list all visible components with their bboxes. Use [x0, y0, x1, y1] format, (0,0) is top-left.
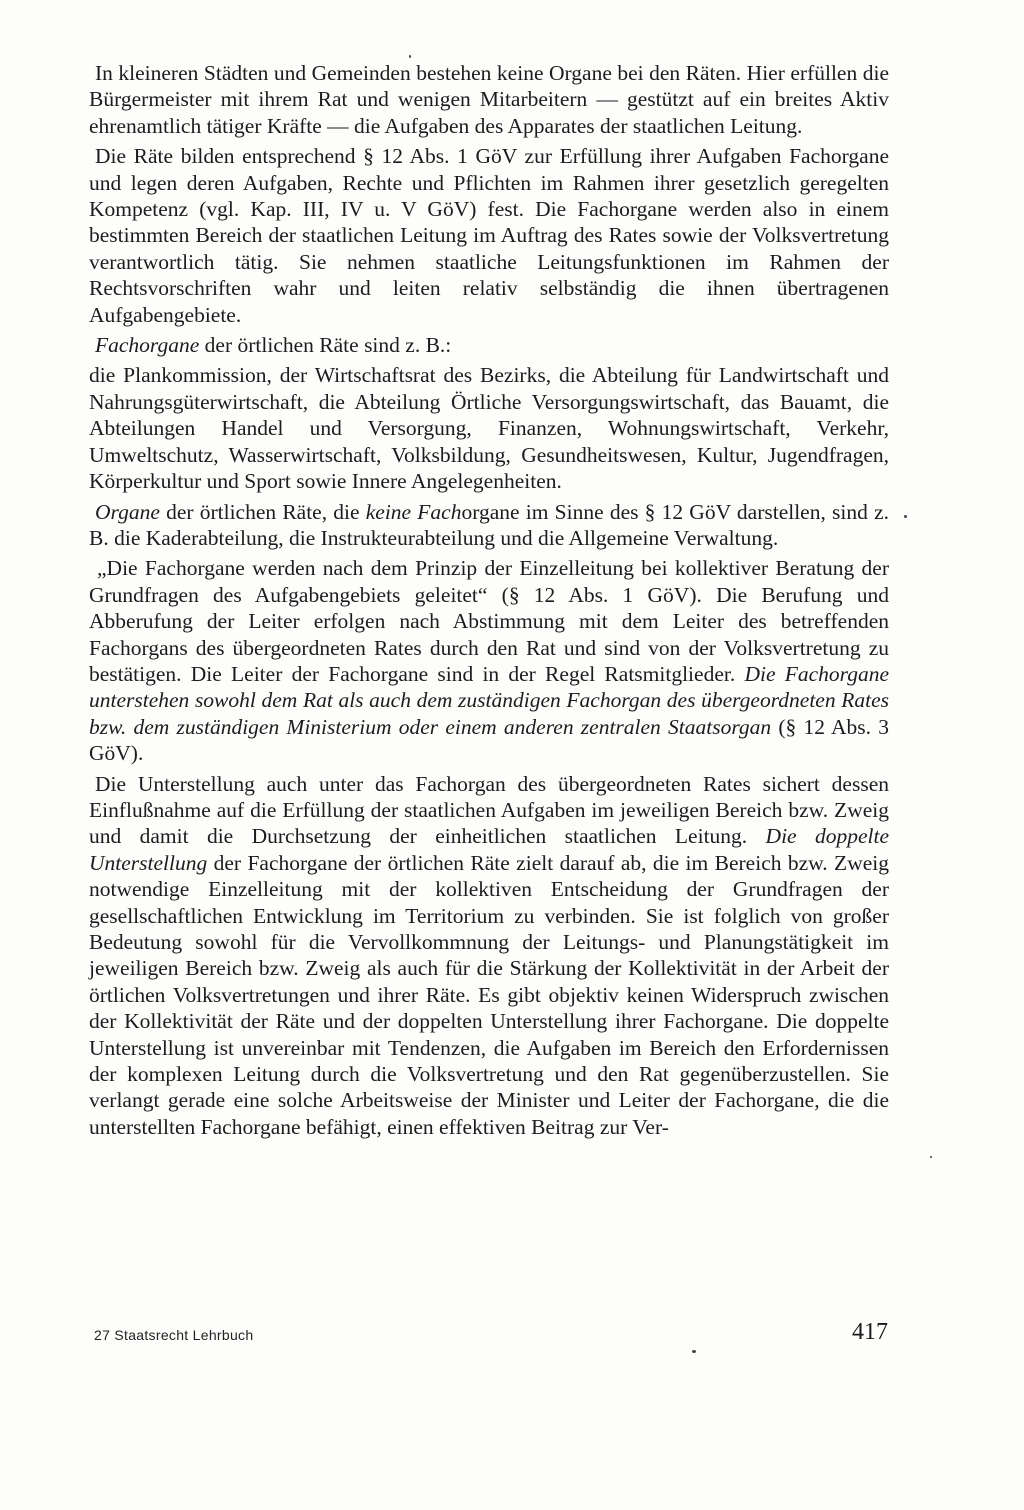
page-number: 417	[852, 1319, 888, 1345]
paragraph-text: die Plankommission, der Wirtschaftsrat des Bezirks, die Abteilung für Landwirtschaft und Nahrungsgüterwirtschaft, die Abteilung Örtliche Versorgungswirtschaft, das Bauamt, die Abteilungen Handel und Versorgung, Finanzen, Wohnungswirtschaft, Verkehr, Umweltschutz, Wasserwirtschaft, Volksbildung, Gesundheitswesen, Kultur, Jugendfragen, Körperkultur und Sport sowie Innere Angelegenheiten.	[89, 363, 889, 494]
paragraph-text: organe im Sinne des § 12 GöV darstellen, sind z. B. die Kaderabteilung, die Instrukteurabteilung und die Allgemeine Verwaltung.	[89, 499, 889, 550]
paragraph-text: der Fachorgane der örtlichen Räte zielt darauf ab, die im Bereich bzw. Zweig notwendige Einzelleitung mit der kollektiven Entscheidung der Grundfragen der gesellschaftlichen Entwicklung im Territorium zu verbinden. Sie ist folglich von großer Bedeutung sowohl für die Vervollkommnung der Leitungs- und Planungstätigkeit im jeweiligen Bereich bzw. Zweig als auch für die Stärkung der Kollektivität in der Arbeit der örtlichen Volksvertretungen und ihrer Räte. Es gibt objektiv keinen Widerspruch zwischen der Kollektivität der Räte und der doppelten Unterstellung ihrer Fachorgane. Die doppelte Unterstellung ist unvereinbar mit Tendenzen, die Aufgaben im Bereich den Erfordernissen der komplexen Leitung durch die Volksvertretung und den Rat gegenüberzustellen. Sie verlangt gerade eine solche Arbeitsweise der Minister und Leiter der Fachorgane, die die unterstellten Fachorgane befähigt, einen effektiven Beitrag zur Ver-	[89, 850, 889, 1139]
paragraph-text: „Die Fachorgane werden nach dem Prinzip der Einzelleitung bei kollektiver Beratung der Grundfragen des Aufgabengebiets geleitet“ (§ 12 Abs. 1 GöV). Die Berufung und Abberufung der Leiter erfolgen nach Abstimmung mit dem Leiter des betreffenden Fachorgans des übergeordneten Rates durch den Rat und sind von der Volksvertretung zu bestätigen. Die Leiter der Fachorgane sind in der Regel Ratsmitglieder.	[89, 556, 889, 686]
paragraph-1	[89, 143, 889, 328]
scan-speck	[930, 1156, 932, 1158]
paragraph-text: Die Unterstellung auch unter das Fachorgan des übergeordneten Rates sichert dessen Einflußnahme auf die Erfüllung der staatlichen Aufgaben im jeweiligen Bereich bzw. Zweig und damit die Durchsetzung der einheitlichen staatlichen Leitung.	[89, 771, 889, 849]
page-footer	[94, 1319, 894, 1353]
body-text	[89, 60, 889, 1144]
paragraph-4	[89, 499, 889, 552]
emphasis-text: Organe	[95, 499, 160, 524]
emphasis-text: Fachorgane	[95, 333, 200, 358]
emphasis-text: keine Fach	[365, 499, 462, 524]
scan-speck	[904, 515, 907, 518]
scan-speck	[692, 1350, 696, 1353]
scan-speck	[409, 55, 411, 58]
emphasis-text: Die doppelte Unterstellung	[89, 824, 889, 875]
printer-signature: 27 Staatsrecht Lehrbuch	[94, 1327, 254, 1343]
paragraph-text: Die Räte bilden entsprechend § 12 Abs. 1 GöV zur Erfüllung ihrer Aufgaben Fachorgane und legen deren Aufgaben, Rechte und Pflichten im Rahmen ihrer gesetzlich geregelten Kompetenz (vgl. Kap. III, IV u. V GöV) fest. Die Fachorgane werden also in einem bestimmten Bereich der staatlichen Leitung im Auftrag des Rates sowie der Volksvertretung verantwortlich tätig. Sie nehmen staatliche Leitungsfunktionen im Rahmen der Rechtsvorschriften wahr und leiten relativ selbständig die ihnen übertragenen Aufgabengebiete.	[89, 144, 889, 327]
paragraph-0	[89, 60, 889, 139]
paragraph-text: der örtlichen Räte sind z. B.:	[199, 333, 452, 358]
emphasis-text: Die Fachorgane unterstehen sowohl dem Rat als auch dem zuständigen Fachorgan des übergeordneten Rates bzw. dem zuständigen Ministerium oder einem anderen zentralen Staatsorgan	[89, 661, 889, 739]
paragraph-3	[89, 362, 889, 494]
paragraph-text: der örtlichen Räte, die	[159, 499, 366, 524]
paragraph-5	[89, 555, 889, 766]
paragraph-text: (§ 12 Abs. 3 GöV).	[89, 714, 890, 766]
paragraph-2	[89, 332, 889, 358]
paragraph-text: In kleineren Städten und Gemeinden bestehen keine Organe bei den Räten. Hier erfüllen die Bürgermeister mit ihrem Rat und wenigen Mitarbeitern — gestützt auf ein breites Aktiv ehrenamtlich tätiger Kräfte — die Aufgaben des Apparates der staatlichen Leitung.	[89, 61, 889, 138]
paragraph-6	[89, 771, 889, 1141]
